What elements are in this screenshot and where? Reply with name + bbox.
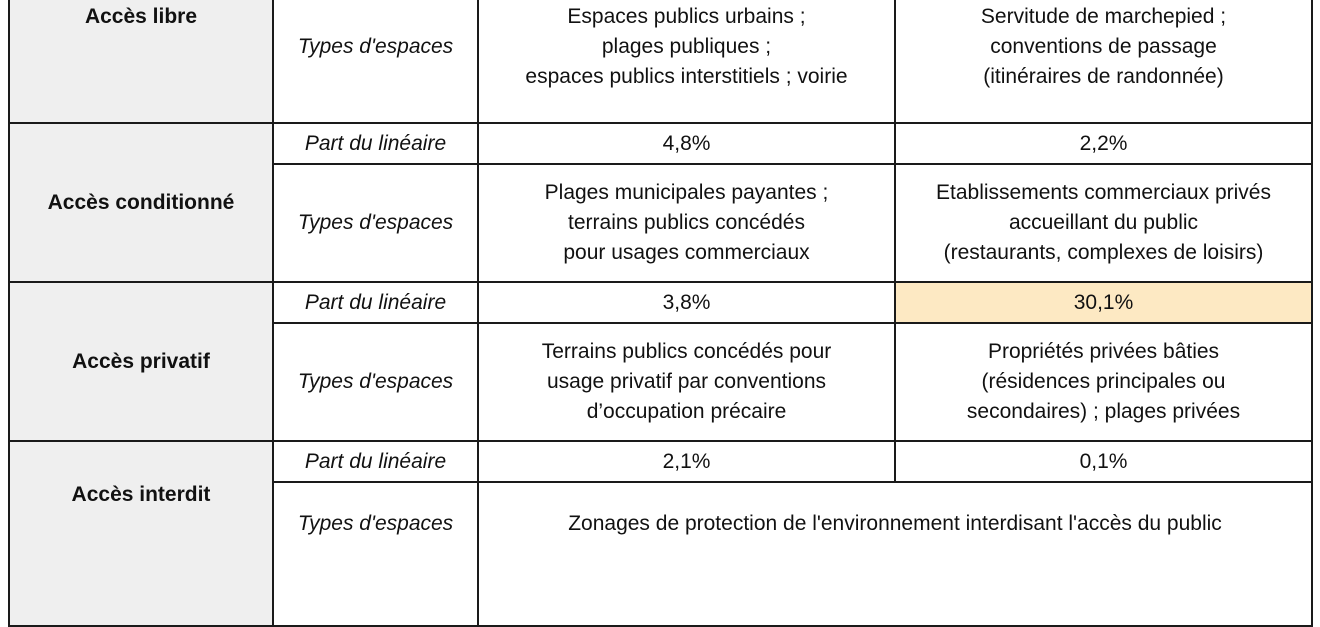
libre-public-types-line: plages publiques ; xyxy=(601,35,772,58)
privatif-public-types-line: d’occupation précaire xyxy=(586,400,787,423)
conditionne-public-types-line: terrains publics concédés xyxy=(568,211,805,234)
interdit-types-line: Zonages de protection de l'environnement interdisant l'accès du public xyxy=(568,512,1222,535)
libre-public-types-line: Espaces publics urbains ; xyxy=(567,5,806,28)
conditionne-private-types xyxy=(895,164,1312,282)
interdit-types xyxy=(478,482,1312,626)
coastal-access-table xyxy=(8,0,1313,627)
libre-public-types xyxy=(478,0,895,123)
privatif-public-types-line: usage privatif par conventions xyxy=(547,370,826,393)
conditionne-public-part: 4,8% xyxy=(478,123,895,164)
label-part-lineaire: Part du linéaire xyxy=(273,282,478,323)
libre-private-types-line: conventions de passage xyxy=(990,35,1217,58)
label-part-lineaire: Part du linéaire xyxy=(273,123,478,164)
libre-private-types xyxy=(895,0,1312,123)
label-types-espaces: Types d'espaces xyxy=(273,323,478,441)
privatif-private-types-line: (résidences principales ou xyxy=(981,370,1226,393)
label-part-lineaire: Part du linéaire xyxy=(273,441,478,482)
conditionne-private-part: 2,2% xyxy=(895,123,1312,164)
label-types-espaces: Types d'espaces xyxy=(273,0,478,123)
conditionne-private-types-line: accueillant du public xyxy=(1008,211,1199,234)
row-libre-types xyxy=(9,0,1312,123)
conditionne-private-types-line: (restaurants, complexes de loisirs) xyxy=(943,241,1264,264)
privatif-private-types-line: secondaires) ; plages privées xyxy=(966,400,1241,423)
interdit-private-part: 0,1% xyxy=(895,441,1312,482)
privatif-public-part: 3,8% xyxy=(478,282,895,323)
row-conditionne-part xyxy=(9,123,1312,164)
privatif-private-part-highlighted: 30,1% xyxy=(895,282,1312,323)
libre-private-types-line: Servitude de marchepied ; xyxy=(980,5,1227,28)
conditionne-public-types-line: pour usages commerciaux xyxy=(563,241,810,264)
conditionne-private-types-line: Etablissements commerciaux privés xyxy=(936,181,1271,204)
privatif-public-types-line: Terrains publics concédés pour xyxy=(541,340,832,363)
interdit-public-part: 2,1% xyxy=(478,441,895,482)
privatif-private-types-line: Propriétés privées bâties xyxy=(987,340,1220,363)
category-acces-conditionne: Accès conditionné xyxy=(9,123,273,282)
privatif-public-types xyxy=(478,323,895,441)
category-acces-interdit: Accès interdit xyxy=(9,441,273,626)
conditionne-public-types xyxy=(478,164,895,282)
libre-public-types-line: espaces publics interstitiels ; voirie xyxy=(525,65,848,88)
label-types-espaces: Types d'espaces xyxy=(273,482,478,626)
row-privatif-part xyxy=(9,282,1312,323)
category-acces-libre: Accès libre xyxy=(9,0,273,123)
libre-private-types-line: (itinéraires de randonnée) xyxy=(983,65,1224,88)
conditionne-public-types-line: Plages municipales payantes ; xyxy=(544,181,829,204)
privatif-private-types xyxy=(895,323,1312,441)
label-types-espaces: Types d'espaces xyxy=(273,164,478,282)
row-interdit-part xyxy=(9,441,1312,482)
category-acces-privatif: Accès privatif xyxy=(9,282,273,441)
